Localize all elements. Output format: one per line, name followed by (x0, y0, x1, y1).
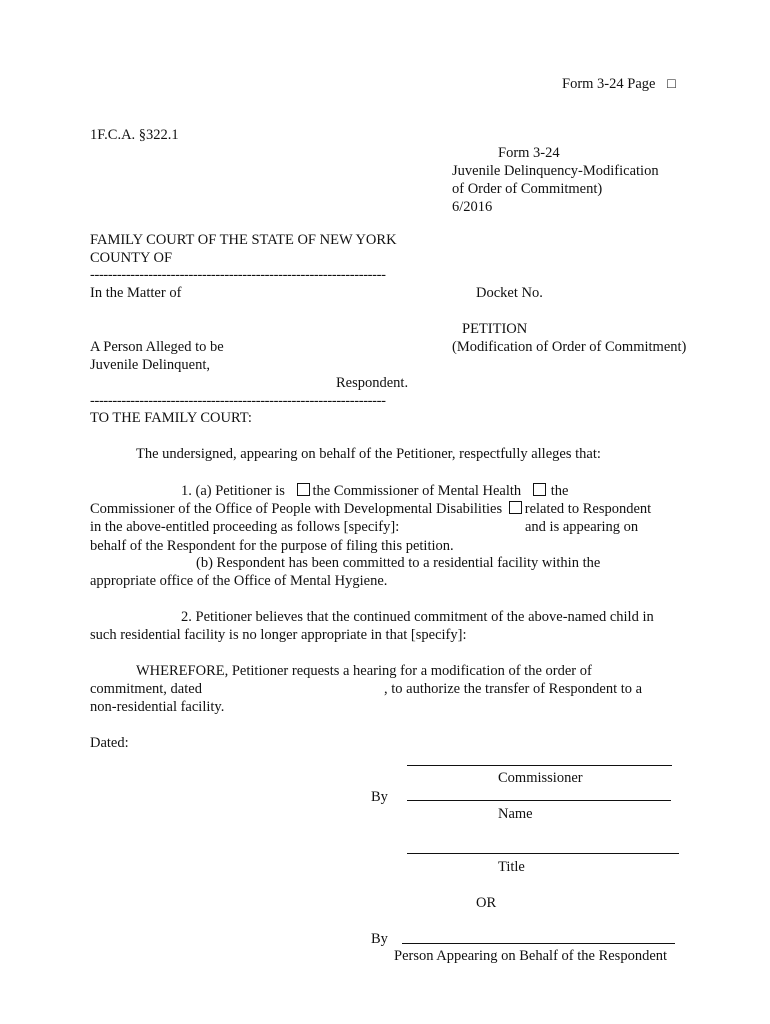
party-line1: A Person Alleged to be (90, 339, 224, 355)
form-date: 6/2016 (452, 199, 493, 215)
to-court-heading: TO THE FAMILY COURT: (90, 410, 252, 426)
by-label-1: By (371, 789, 388, 805)
petition-title: PETITION (462, 321, 528, 337)
caption-separator-bottom: ------------------------------------------------------------------ (90, 393, 386, 409)
or-label: OR (476, 895, 497, 911)
by-label-2: By (371, 931, 388, 947)
paragraph-1a-line4: behalf of the Respondent for the purpose of filing this petition. (90, 538, 454, 554)
person-appearing-label: Person Appearing on Behalf of the Respondent (394, 948, 668, 964)
party-line2: Juvenile Delinquent, (90, 357, 211, 373)
page-reference (562, 75, 676, 93)
name-signature-line[interactable] (407, 800, 671, 801)
commissioner-opwdd-label: Commissioner of the Office of People with Developmental Disabilities (90, 501, 503, 517)
form-title-line2: of Order of Commitment) (452, 181, 603, 197)
caption-matter: In the Matter of (90, 285, 182, 301)
paragraph-1a-line1 (181, 482, 568, 500)
page-number-placeholder-icon: □ (667, 76, 676, 92)
title-label: Title (498, 859, 525, 875)
commissioner-mental-health-label: the Commissioner of Mental Health (312, 483, 522, 499)
wherefore-line2a: commitment, dated (90, 681, 202, 697)
court-name: FAMILY COURT OF THE STATE OF NEW YORK (90, 232, 397, 248)
name-label: Name (498, 806, 533, 822)
form-title-line1: Juvenile Delinquency-Modification (452, 163, 659, 179)
paragraph-1a-line3b: and is appearing on (525, 519, 639, 535)
petitioner-is-text: 1. (a) Petitioner is (181, 483, 285, 499)
paragraph-2-line2: such residential facility is no longer appropriate in that [specify]: (90, 627, 467, 643)
wherefore-line2b: , to authorize the transfer of Respondent to a (384, 681, 643, 697)
docket-number-label: Docket No. (476, 285, 543, 301)
dated-label: Dated: (90, 735, 129, 751)
statute-citation: 1F.C.A. §322.1 (90, 127, 179, 143)
paragraph-2-line1: 2. Petitioner believes that the continued commitment of the above-named child in (181, 609, 654, 625)
caption-separator-top: ------------------------------------------------------------------ (90, 267, 386, 283)
wherefore-line1: WHEREFORE, Petitioner requests a hearing for a modification of the order of (136, 663, 592, 679)
paragraph-1a-line3a: in the above-entitled proceeding as follows [specify]: (90, 519, 400, 535)
person-appearing-signature-line[interactable] (402, 943, 675, 944)
respondent-label: Respondent. (336, 375, 409, 391)
commissioner-signature-line[interactable] (407, 765, 672, 766)
court-county: COUNTY OF (90, 250, 173, 266)
intro-paragraph: The undersigned, appearing on behalf of the Petitioner, respectfully alleges that: (136, 446, 601, 462)
paragraph-1b-line1: (b) Respondent has been committed to a residential facility within the (196, 555, 601, 571)
commissioner-mental-health-checkbox[interactable] (297, 483, 310, 496)
paragraph-1b-line2: appropriate office of the Office of Mental Hygiene. (90, 573, 388, 589)
form-number: Form 3-24 (498, 145, 560, 161)
wherefore-line3: non-residential facility. (90, 699, 225, 715)
paragraph-1a-line2 (90, 500, 651, 518)
commissioner-opwdd-checkbox[interactable] (533, 483, 546, 496)
title-line[interactable] (407, 853, 679, 854)
page-reference-text: Form 3-24 Page (562, 76, 656, 92)
related-to-respondent-checkbox[interactable] (509, 501, 522, 514)
petition-subtitle: (Modification of Order of Commitment) (452, 339, 687, 355)
commissioner-opwdd-label-start: the (550, 483, 569, 499)
related-to-respondent-label: related to Respondent (524, 501, 652, 517)
commissioner-label: Commissioner (498, 770, 583, 786)
